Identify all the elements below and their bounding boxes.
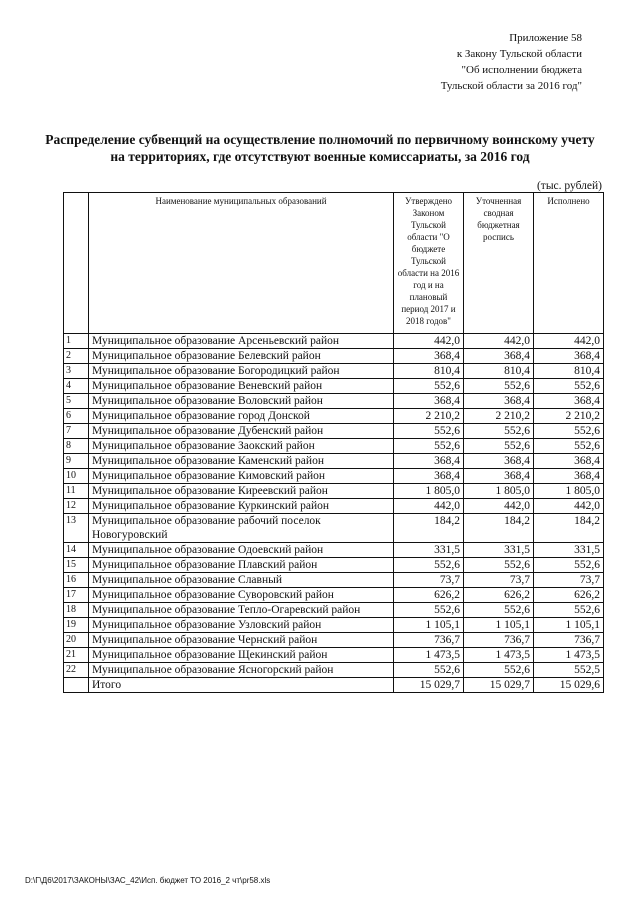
cell-approved: 626,2: [394, 588, 464, 603]
table-row: [64, 484, 604, 499]
cell-num: 12: [64, 499, 89, 514]
cell-refined: 442,0: [464, 334, 534, 349]
table-row: [64, 633, 604, 648]
cell-approved: 73,7: [394, 573, 464, 588]
table-row: [64, 603, 604, 618]
cell-approved: 368,4: [394, 469, 464, 484]
cell-executed: 1 805,0: [534, 484, 604, 499]
table-row: [64, 648, 604, 663]
subsidies-table: [63, 192, 604, 693]
cell-refined: 552,6: [464, 663, 534, 678]
cell-executed: 810,4: [534, 364, 604, 379]
cell-refined: 1 105,1: [464, 618, 534, 633]
cell-approved: 552,6: [394, 663, 464, 678]
cell-refined: 15 029,7: [464, 678, 534, 693]
cell-name: Муниципальное образование Славный: [89, 573, 394, 588]
table-row: [64, 499, 604, 514]
cell-executed: 184,2: [534, 514, 604, 543]
cell-refined: 184,2: [464, 514, 534, 543]
cell-num: 2: [64, 349, 89, 364]
cell-name: Муниципальное образование Заокский район: [89, 439, 394, 454]
table-row: [64, 588, 604, 603]
appendix-line: Тульской области за 2016 год": [440, 80, 582, 92]
cell-executed: 626,2: [534, 588, 604, 603]
cell-executed: 368,4: [534, 454, 604, 469]
cell-name: Муниципальное образование Веневский район: [89, 379, 394, 394]
cell-num: 17: [64, 588, 89, 603]
cell-num: 7: [64, 424, 89, 439]
cell-name: Муниципальное образование город Донской: [89, 409, 394, 424]
cell-approved: 442,0: [394, 334, 464, 349]
cell-refined: 368,4: [464, 454, 534, 469]
cell-num: [64, 678, 89, 693]
cell-num: 21: [64, 648, 89, 663]
table-row: [64, 424, 604, 439]
cell-executed: 552,6: [534, 379, 604, 394]
cell-approved: 331,5: [394, 543, 464, 558]
cell-num: 20: [64, 633, 89, 648]
appendix-header: [352, 30, 582, 94]
cell-name: Муниципальное образование Суворовский район: [89, 588, 394, 603]
table-header-row: [64, 193, 604, 334]
cell-approved: 552,6: [394, 558, 464, 573]
cell-name: Итого: [89, 678, 394, 693]
cell-executed: 552,6: [534, 603, 604, 618]
cell-num: 8: [64, 439, 89, 454]
table-row: [64, 334, 604, 349]
cell-refined: 73,7: [464, 573, 534, 588]
total-row: [64, 678, 604, 693]
cell-executed: 2 210,2: [534, 409, 604, 424]
table-row: [64, 409, 604, 424]
cell-approved: 1 473,5: [394, 648, 464, 663]
cell-approved: 1 805,0: [394, 484, 464, 499]
cell-executed: 1 473,5: [534, 648, 604, 663]
cell-num: 10: [64, 469, 89, 484]
table-row: [64, 364, 604, 379]
cell-executed: 368,4: [534, 394, 604, 409]
header-approved: Утверждено Законом Тульской области "О бюджете Тульской области на 2016 год и на плановый период 2017 и 2018 годов": [394, 193, 464, 334]
table-row: [64, 394, 604, 409]
cell-approved: 368,4: [394, 454, 464, 469]
file-path-footer: D:\Г\Д6\2017\ЗАКОНЫ\ЗАС_42\Исп. бюджет ТО 2016_2 чт\pr58.xls: [25, 876, 271, 885]
cell-name: Муниципальное образование Арсеньевский район: [89, 334, 394, 349]
cell-executed: 331,5: [534, 543, 604, 558]
cell-executed: 552,6: [534, 558, 604, 573]
cell-approved: 552,6: [394, 379, 464, 394]
cell-executed: 15 029,6: [534, 678, 604, 693]
cell-refined: 810,4: [464, 364, 534, 379]
table-body: [64, 334, 604, 693]
cell-name: Муниципальное образование Дубенский район: [89, 424, 394, 439]
cell-executed: 368,4: [534, 349, 604, 364]
cell-executed: 1 105,1: [534, 618, 604, 633]
cell-refined: 552,6: [464, 379, 534, 394]
cell-approved: 184,2: [394, 514, 464, 543]
cell-refined: 1 805,0: [464, 484, 534, 499]
header-refined: Уточненная сводная бюджетная роспись: [464, 193, 534, 334]
cell-name: Муниципальное образование Белевский район: [89, 349, 394, 364]
cell-executed: 552,6: [534, 439, 604, 454]
cell-executed: 368,4: [534, 469, 604, 484]
table-row: [64, 439, 604, 454]
cell-num: 18: [64, 603, 89, 618]
cell-approved: 368,4: [394, 394, 464, 409]
cell-num: 22: [64, 663, 89, 678]
cell-executed: 552,5: [534, 663, 604, 678]
appendix-line: к Закону Тульской области: [456, 48, 582, 60]
header-num: [64, 193, 89, 334]
cell-name: Муниципальное образование Щекинский район: [89, 648, 394, 663]
cell-name: Муниципальное образование Богородицкий район: [89, 364, 394, 379]
table-row: [64, 469, 604, 484]
cell-refined: 626,2: [464, 588, 534, 603]
cell-refined: 368,4: [464, 349, 534, 364]
header-name: Наименование муниципальных образований: [89, 193, 394, 334]
cell-name: Муниципальное образование Киреевский район: [89, 484, 394, 499]
cell-name: Муниципальное образование Каменский район: [89, 454, 394, 469]
cell-approved: 2 210,2: [394, 409, 464, 424]
cell-refined: 368,4: [464, 469, 534, 484]
cell-approved: 736,7: [394, 633, 464, 648]
title-line-2: на территориях, где отсутствуют военные комиссариаты, за 2016 год: [110, 149, 530, 164]
table-row: [64, 558, 604, 573]
cell-approved: 1 105,1: [394, 618, 464, 633]
cell-num: 6: [64, 409, 89, 424]
cell-refined: 442,0: [464, 499, 534, 514]
cell-name: Муниципальное образование Тепло-Огаревский район: [89, 603, 394, 618]
table-row: [64, 618, 604, 633]
table-row: [64, 663, 604, 678]
cell-approved: 368,4: [394, 349, 464, 364]
cell-refined: 736,7: [464, 633, 534, 648]
table-row: [64, 349, 604, 364]
units-label: (тыс. рублей): [536, 180, 602, 192]
appendix-line: Приложение 58: [509, 32, 582, 44]
cell-name: Муниципальное образование Чернский район: [89, 633, 394, 648]
cell-executed: 552,6: [534, 424, 604, 439]
cell-name: Муниципальное образование Воловский район: [89, 394, 394, 409]
cell-name: Муниципальное образование рабочий поселок Новогуровский: [89, 514, 394, 543]
cell-executed: 442,0: [534, 334, 604, 349]
table-row: [64, 573, 604, 588]
table-row: [64, 543, 604, 558]
cell-num: 5: [64, 394, 89, 409]
cell-num: 11: [64, 484, 89, 499]
table-row: [64, 514, 604, 543]
cell-refined: 552,6: [464, 439, 534, 454]
cell-name: Муниципальное образование Плавский район: [89, 558, 394, 573]
cell-executed: 442,0: [534, 499, 604, 514]
cell-approved: 810,4: [394, 364, 464, 379]
cell-refined: 331,5: [464, 543, 534, 558]
cell-name: Муниципальное образование Куркинский район: [89, 499, 394, 514]
header-executed: Исполнено: [534, 193, 604, 334]
table-row: [64, 379, 604, 394]
cell-approved: 552,6: [394, 424, 464, 439]
cell-executed: 736,7: [534, 633, 604, 648]
cell-refined: 2 210,2: [464, 409, 534, 424]
cell-approved: 552,6: [394, 603, 464, 618]
cell-refined: 368,4: [464, 394, 534, 409]
cell-approved: 15 029,7: [394, 678, 464, 693]
cell-approved: 552,6: [394, 439, 464, 454]
title-line-1: Распределение субвенций на осуществление полномочий по первичному воинскому учету: [45, 132, 595, 147]
cell-approved: 442,0: [394, 499, 464, 514]
cell-num: 15: [64, 558, 89, 573]
document-title: [40, 131, 600, 165]
cell-num: 3: [64, 364, 89, 379]
cell-refined: 552,6: [464, 603, 534, 618]
cell-name: Муниципальное образование Ясногорский район: [89, 663, 394, 678]
cell-num: 9: [64, 454, 89, 469]
cell-num: 16: [64, 573, 89, 588]
appendix-line: "Об исполнении бюджета: [461, 64, 582, 76]
cell-name: Муниципальное образование Одоевский район: [89, 543, 394, 558]
table-row: [64, 454, 604, 469]
cell-num: 14: [64, 543, 89, 558]
cell-refined: 552,6: [464, 424, 534, 439]
cell-num: 1: [64, 334, 89, 349]
cell-refined: 1 473,5: [464, 648, 534, 663]
cell-name: Муниципальное образование Узловский район: [89, 618, 394, 633]
cell-num: 13: [64, 514, 89, 543]
cell-executed: 73,7: [534, 573, 604, 588]
cell-num: 4: [64, 379, 89, 394]
cell-num: 19: [64, 618, 89, 633]
cell-refined: 552,6: [464, 558, 534, 573]
cell-name: Муниципальное образование Кимовский район: [89, 469, 394, 484]
